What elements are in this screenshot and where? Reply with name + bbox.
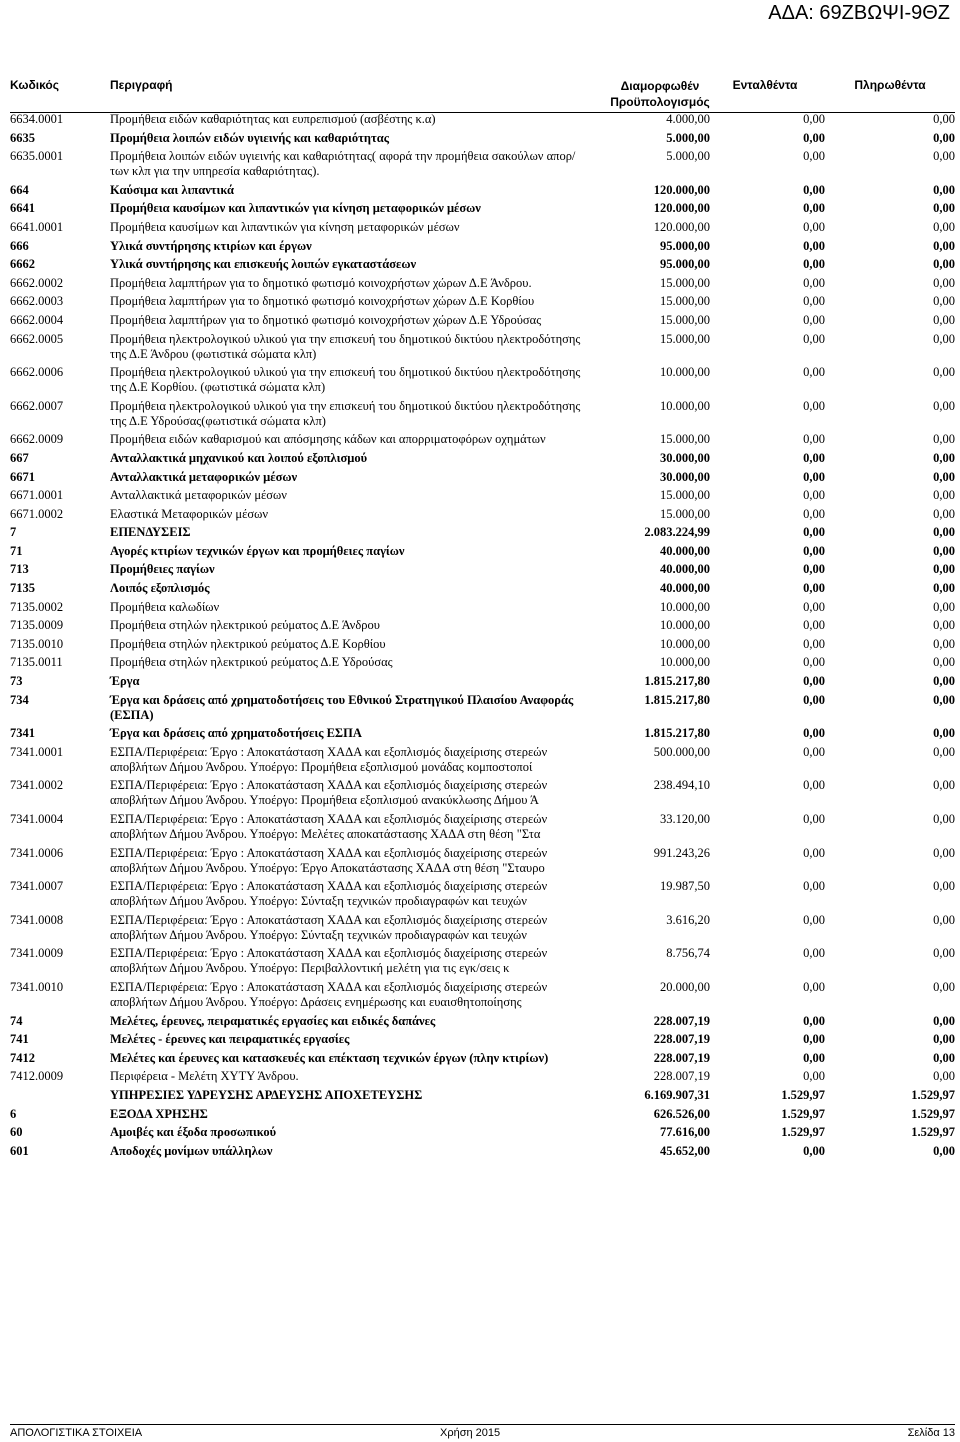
row-certified: 0,00 <box>803 599 825 614</box>
table-row <box>10 112 955 127</box>
row-description: ΕΣΠΑ/Περιφέρεια: Έργο : Αποκατάσταση ΧΑΔΑ και εξοπλισμός διαχείρισης στερεών αποβλήτων Δήμου Άνδρου. Υποέργο: Προμήθεια εξοπλισμού ανακύκλωσης Δήμου Ά <box>110 778 548 808</box>
row-paid: 0,00 <box>933 1069 955 1084</box>
row-code: 7341.0007 <box>10 879 64 894</box>
row-certified: 0,00 <box>803 275 825 290</box>
table-row <box>10 432 955 447</box>
table-row <box>10 726 955 741</box>
row-description: Προμήθεια καυσίμων και λιπαντικών για κίνηση μεταφορικών μέσων <box>110 201 481 216</box>
table-row <box>10 778 955 808</box>
table-row <box>10 1144 955 1159</box>
row-description: Αγορές κτιρίων τεχνικών έργων και προμήθειες παγίων <box>110 543 405 558</box>
row-description: Προμήθεια ηλεκτρολογικού υλικού για την επισκευή του δημοτικού δικτύου ηλεκτροδότησης της Δ.Ε Κορθίου. (φωτιστικά σώματα κλπ) <box>110 365 581 395</box>
row-paid: 0,00 <box>933 525 955 540</box>
row-paid: 0,00 <box>933 1050 955 1065</box>
row-budget: 120.000,00 <box>653 219 710 234</box>
row-code: 7135.0011 <box>10 655 63 670</box>
table-row <box>10 581 955 596</box>
row-certified: 0,00 <box>803 450 825 465</box>
row-description: Προμήθεια στηλών ηλεκτρικού ρεύματος Δ.Ε Άνδρου <box>110 618 380 633</box>
row-budget: 238.494,10 <box>653 778 710 793</box>
row-budget: 10.000,00 <box>660 655 710 670</box>
row-budget: 15.000,00 <box>660 488 710 503</box>
table-row <box>10 674 955 689</box>
row-description: Έργα και δράσεις από χρηματοδοτήσεις του Εθνικού Στρατηγικού Πλαισίου Αναφοράς (ΕΣΠΑ) <box>110 692 574 722</box>
row-code: 666 <box>10 238 29 253</box>
row-code: 7 <box>10 525 17 540</box>
row-description: Αμοιβές και έξοδα προσωπικού <box>110 1125 277 1140</box>
row-paid: 0,00 <box>933 294 955 309</box>
row-budget: 30.000,00 <box>660 469 710 484</box>
table-row <box>10 525 955 540</box>
row-certified: 0,00 <box>803 1050 825 1065</box>
row-paid: 0,00 <box>933 257 955 272</box>
row-paid: 1.529,97 <box>911 1106 955 1121</box>
row-description: Προμήθεια ειδών καθαρισμού και απόσμησης κάδων και απορριματοφόρων οχημάτων <box>110 432 546 447</box>
row-budget: 8.756,74 <box>666 946 710 961</box>
row-description: Υλικά συντήρησης κτιρίων και έργων <box>110 238 312 253</box>
row-code: 7135.0010 <box>10 636 64 651</box>
row-budget: 15.000,00 <box>660 331 710 346</box>
table-row <box>10 488 955 503</box>
table-row <box>10 618 955 633</box>
row-budget: 15.000,00 <box>660 275 710 290</box>
row-budget: 10.000,00 <box>660 599 710 614</box>
row-budget: 120.000,00 <box>653 182 710 197</box>
row-budget: 5.000,00 <box>666 130 710 145</box>
row-paid: 0,00 <box>933 1013 955 1028</box>
page-footer <box>10 1424 955 1439</box>
row-paid: 0,00 <box>933 506 955 521</box>
row-budget: 228.007,19 <box>653 1013 710 1028</box>
row-paid: 0,00 <box>933 469 955 484</box>
row-paid: 0,00 <box>933 912 955 927</box>
row-paid: 0,00 <box>933 149 955 164</box>
table-row <box>10 946 955 976</box>
row-paid: 0,00 <box>933 398 955 413</box>
row-budget: 77.616,00 <box>660 1125 710 1140</box>
row-paid: 0,00 <box>933 845 955 860</box>
row-description: Προμήθεια λοιπών ειδών υγιεινής και καθαριότητας <box>110 130 390 145</box>
table-row <box>10 812 955 842</box>
row-description: ΕΣΠΑ/Περιφέρεια: Έργο : Αποκατάσταση ΧΑΔΑ και εξοπλισμός διαχείρισης στερεών αποβλήτων Δήμου Άνδρου. Υποέργο: Έργο Αποκατάστασης ΧΑΔΑ στη θέση "Σταυρο <box>110 845 548 875</box>
row-code: 6662.0009 <box>10 432 64 447</box>
row-paid: 0,00 <box>933 562 955 577</box>
row-budget: 30.000,00 <box>660 450 710 465</box>
row-code: 7341.0001 <box>10 744 64 759</box>
row-budget: 15.000,00 <box>660 294 710 309</box>
table-row <box>10 655 955 670</box>
row-certified: 0,00 <box>803 655 825 670</box>
table-row <box>10 201 955 216</box>
row-description: ΕΣΠΑ/Περιφέρεια: Έργο : Αποκατάσταση ΧΑΔΑ και εξοπλισμός διαχείρισης στερεών αποβλήτων Δήμου Άνδρου. Υποέργο: Προμήθεια εξοπλισμού μονάδας κομποστοποί <box>110 744 548 774</box>
row-code: 60 <box>10 1125 23 1140</box>
row-code: 741 <box>10 1032 29 1047</box>
row-budget: 33.120,00 <box>660 812 710 826</box>
row-code: 6662.0003 <box>10 294 64 309</box>
row-code: 7341 <box>10 726 35 741</box>
row-certified: 0,00 <box>803 543 825 558</box>
row-paid: 0,00 <box>933 618 955 633</box>
row-certified: 0,00 <box>803 674 825 689</box>
row-paid: 0,00 <box>933 812 955 826</box>
row-description: Προμήθεια ηλεκτρολογικού υλικού για την επισκευή του δημοτικού δικτύου ηλεκτροδότησης της Δ.Ε Άνδρου (φωτιστικά σώματα κλπ) <box>110 331 581 361</box>
row-paid: 0,00 <box>933 365 955 380</box>
row-code: 7341.0009 <box>10 946 64 961</box>
row-budget: 10.000,00 <box>660 365 710 380</box>
table-row <box>10 131 955 146</box>
row-code: 6671 <box>10 469 35 484</box>
row-code: 713 <box>10 562 29 577</box>
row-budget: 228.007,19 <box>653 1032 710 1047</box>
row-description: Αποδοχές μονίμων υπάλληλων <box>110 1143 273 1158</box>
header-budget: Διαμορφωθέν Προϋπολογισμός <box>610 79 710 109</box>
row-paid: 0,00 <box>933 312 955 327</box>
row-certified: 0,00 <box>803 1013 825 1028</box>
table-row <box>10 183 955 198</box>
row-budget: 15.000,00 <box>660 432 710 447</box>
row-code: 7412.0009 <box>10 1069 64 1084</box>
row-description: Προμήθεια λαμπτήρων για το δημοτικό φωτισμό κοινοχρήστων χώρων Δ.Ε Υδρούσας <box>110 312 542 327</box>
row-code: 7135 <box>10 581 35 596</box>
row-certified: 1.529,97 <box>781 1125 825 1140</box>
row-description: ΕΣΠΑ/Περιφέρεια: Έργο : Αποκατάσταση ΧΑΔΑ και εξοπλισμός διαχείρισης στερεών αποβλήτων Δήμου Άνδρου. Υποέργο: Σύνταξη τεχνικών προδιαγραφών και τευχών <box>110 879 548 909</box>
row-description: Λοιπός εξοπλισμός <box>110 581 210 596</box>
row-paid: 0,00 <box>933 581 955 596</box>
row-certified: 1.529,97 <box>781 1087 825 1102</box>
row-certified: 0,00 <box>803 219 825 234</box>
row-paid: 0,00 <box>933 599 955 614</box>
table-row <box>10 1125 955 1140</box>
row-paid: 0,00 <box>933 488 955 503</box>
table-row <box>10 562 955 577</box>
row-code: 6662.0006 <box>10 365 64 380</box>
row-description: Περιφέρεια - Μελέτη ΧΥΤΥ Άνδρου. <box>110 1069 299 1084</box>
row-budget: 1.815.217,80 <box>644 692 710 707</box>
table-row <box>10 600 955 615</box>
row-code: 6 <box>10 1106 17 1121</box>
row-code: 667 <box>10 450 29 465</box>
table-row <box>10 451 955 466</box>
table-row <box>10 1032 955 1047</box>
row-code: 6671.0001 <box>10 488 64 503</box>
row-description: Προμήθεια λαμπτήρων για το δημοτικό φωτισμό κοινοχρήστων χώρων Δ.Ε Κορθίου <box>110 294 535 309</box>
row-certified: 0,00 <box>803 692 825 707</box>
row-certified: 0,00 <box>803 488 825 503</box>
row-certified: 0,00 <box>803 149 825 164</box>
table-row <box>10 1014 955 1029</box>
row-certified: 0,00 <box>803 946 825 961</box>
row-certified: 0,00 <box>803 506 825 521</box>
row-code: 734 <box>10 692 29 707</box>
row-code: 6662.0007 <box>10 398 64 413</box>
table-row <box>10 879 955 909</box>
table-row <box>10 399 955 429</box>
row-description: ΕΣΠΑ/Περιφέρεια: Έργο : Αποκατάσταση ΧΑΔΑ και εξοπλισμός διαχείρισης στερεών αποβλήτων Δήμου Άνδρου. Υποέργο: Περιβαλλοντική μελέτη για τις εγκ/σεις κ <box>110 946 548 976</box>
row-description: Μελέτες και έρευνες και κατασκευές και επέκταση τεχνικών έργων (πλην κτιρίων) <box>110 1050 549 1065</box>
row-certified: 0,00 <box>803 182 825 197</box>
row-code: 74 <box>10 1013 23 1028</box>
row-budget: 120.000,00 <box>653 201 710 216</box>
row-paid: 0,00 <box>933 692 955 707</box>
row-description: Έργα <box>110 674 140 689</box>
row-certified: 0,00 <box>803 812 825 826</box>
row-description: Ανταλλακτικά μηχανικού και λοιπού εξοπλισμού <box>110 450 368 465</box>
row-description: ΕΞΟΔΑ ΧΡΗΣΗΣ <box>110 1106 208 1121</box>
table-row <box>10 313 955 328</box>
row-paid: 0,00 <box>933 636 955 651</box>
row-certified: 0,00 <box>803 257 825 272</box>
row-paid: 0,00 <box>933 219 955 234</box>
table-row <box>10 693 955 723</box>
row-certified: 0,00 <box>803 432 825 447</box>
table-body <box>10 112 955 1162</box>
row-description: Προμήθειες παγίων <box>110 562 215 577</box>
row-code: 7412 <box>10 1050 35 1065</box>
row-certified: 0,00 <box>803 469 825 484</box>
row-code: 7341.0010 <box>10 979 64 994</box>
table-row <box>10 470 955 485</box>
row-description: Μελέτες - έρευνες και πειραματικές εργασίες <box>110 1032 350 1047</box>
row-description: Ανταλλακτικά μεταφορικών μέσων <box>110 469 298 484</box>
footer-year: Χρήση 2015 <box>440 1427 501 1439</box>
footer-title: ΑΠΟΛΟΓΙΣΤΙΚΑ ΣΤΟΙΧΕΙΑ <box>10 1427 143 1439</box>
row-paid: 0,00 <box>933 432 955 447</box>
row-paid: 0,00 <box>933 1032 955 1047</box>
row-code: 6635.0001 <box>10 149 64 164</box>
row-certified: 0,00 <box>803 1069 825 1084</box>
row-budget: 2.083.224,99 <box>644 525 710 540</box>
row-paid: 0,00 <box>933 744 955 759</box>
row-code: 7341.0004 <box>10 812 64 826</box>
row-certified: 0,00 <box>803 778 825 793</box>
row-budget: 626.526,00 <box>653 1106 710 1121</box>
row-budget: 6.169.907,31 <box>644 1087 710 1102</box>
row-code: 6662.0002 <box>10 275 64 290</box>
row-paid: 0,00 <box>933 130 955 145</box>
row-certified: 0,00 <box>803 1143 825 1158</box>
table-row <box>10 149 955 179</box>
row-code: 7135.0002 <box>10 599 64 614</box>
row-certified: 0,00 <box>803 331 825 346</box>
row-certified: 0,00 <box>803 581 825 596</box>
row-certified: 0,00 <box>803 112 825 126</box>
table-row <box>10 980 955 1010</box>
row-budget: 228.007,19 <box>653 1069 710 1084</box>
row-certified: 0,00 <box>803 636 825 651</box>
row-code: 6634.0001 <box>10 112 64 126</box>
row-budget: 5.000,00 <box>666 149 710 164</box>
row-paid: 1.529,97 <box>911 1087 955 1102</box>
row-code: 6635 <box>10 130 35 145</box>
row-description: Προμήθεια λοιπών ειδών υγιεινής και καθαριότητας( αφορά την προμήθεια σακούλων απορ/των κλπ για την υπηρεσία καθαριότητας). <box>110 149 576 179</box>
table-row <box>10 745 955 775</box>
row-description: ΥΠΗΡΕΣΙΕΣ ΥΔΡΕΥΣΗΣ ΑΡΔΕΥΣΗΣ ΑΠΟΧΕΤΕΥΣΗΣ <box>110 1087 423 1102</box>
row-budget: 991.243,26 <box>653 845 710 860</box>
row-certified: 0,00 <box>803 562 825 577</box>
row-certified: 0,00 <box>803 979 825 994</box>
row-code: 7341.0008 <box>10 912 64 927</box>
row-paid: 0,00 <box>933 655 955 670</box>
row-certified: 0,00 <box>803 201 825 216</box>
row-certified: 0,00 <box>803 744 825 759</box>
row-description: ΕΣΠΑ/Περιφέρεια: Έργο : Αποκατάσταση ΧΑΔΑ και εξοπλισμός διαχείρισης στερεών αποβλήτων Δήμου Άνδρου. Υποέργο: Σύνταξη τεχνικών προδιαγραφών και τευχών <box>110 912 548 942</box>
row-description: ΕΣΠΑ/Περιφέρεια: Έργο : Αποκατάσταση ΧΑΔΑ και εξοπλισμός διαχείρισης στερεών αποβλήτων Δήμου Άνδρου. Υποέργο: Μελέτες αποκατάστασης ΧΑΔΑ στη θέση "Στα <box>110 812 548 841</box>
row-certified: 0,00 <box>803 365 825 380</box>
row-code: 6662 <box>10 257 35 272</box>
row-description: Προμήθεια ηλεκτρολογικού υλικού για την επισκευή του δημοτικού δικτύου ηλεκτροδότησης της Δ.Ε Υδρούσας(φωτιστικά σώματα κλπ) <box>110 398 581 428</box>
row-certified: 0,00 <box>803 398 825 413</box>
table-row <box>10 846 955 876</box>
row-certified: 0,00 <box>803 879 825 894</box>
row-paid: 0,00 <box>933 112 955 126</box>
table-row <box>10 913 955 943</box>
row-certified: 0,00 <box>803 312 825 327</box>
row-certified: 0,00 <box>803 1032 825 1047</box>
row-description: ΕΣΠΑ/Περιφέρεια: Έργο : Αποκατάσταση ΧΑΔΑ και εξοπλισμός διαχείρισης στερεών αποβλήτων Δήμου Άνδρου. Υποέργο: Δράσεις ενημέρωσης και ευαισθητοποίησης <box>110 979 548 1009</box>
row-certified: 0,00 <box>803 525 825 540</box>
header-description: Περιγραφή <box>110 78 173 92</box>
row-description: ΕΠΕΝΔΥΣΕΙΣ <box>110 525 191 540</box>
row-budget: 40.000,00 <box>660 581 710 596</box>
row-budget: 10.000,00 <box>660 398 710 413</box>
table-row <box>10 507 955 522</box>
row-budget: 95.000,00 <box>660 257 710 272</box>
row-budget: 19.987,50 <box>660 879 710 894</box>
table-row <box>10 1069 955 1084</box>
table-row <box>10 1088 955 1103</box>
row-paid: 0,00 <box>933 979 955 994</box>
row-budget: 1.815.217,80 <box>644 674 710 689</box>
row-certified: 0,00 <box>803 912 825 927</box>
table-row <box>10 1107 955 1122</box>
row-paid: 0,00 <box>933 879 955 894</box>
row-description: Ανταλλακτικά μεταφορικών μέσων <box>110 488 287 503</box>
row-description: Μελέτες, έρευνες, πειραματικές εργασίες και ειδικές δαπάνες <box>110 1013 436 1028</box>
row-budget: 95.000,00 <box>660 238 710 253</box>
row-budget: 3.616,20 <box>666 912 710 927</box>
row-code: 6641 <box>10 201 35 216</box>
row-code: 6641.0001 <box>10 219 64 234</box>
row-budget: 1.815.217,80 <box>644 726 710 741</box>
table-row <box>10 332 955 362</box>
row-code: 7341.0006 <box>10 845 64 860</box>
row-budget: 45.652,00 <box>660 1143 710 1158</box>
row-paid: 1.529,97 <box>911 1125 955 1140</box>
ada-code: ΑΔΑ: 69ΖΒΩΨΙ-9ΘΖ <box>768 2 950 24</box>
table-row <box>10 1051 955 1066</box>
row-code: 7135.0009 <box>10 618 64 633</box>
row-budget: 228.007,19 <box>653 1050 710 1065</box>
row-certified: 0,00 <box>803 845 825 860</box>
header-paid: Πληρωθέντα <box>854 78 926 92</box>
row-budget: 500.000,00 <box>653 744 710 759</box>
row-certified: 0,00 <box>803 618 825 633</box>
row-code: 6662.0005 <box>10 331 64 346</box>
table-row <box>10 257 955 272</box>
row-description: Καύσιμα και λιπαντικά <box>110 182 234 197</box>
row-description: Ελαστικά Μεταφορικών μέσων <box>110 506 268 521</box>
header-code: Κωδικός <box>10 78 60 92</box>
table-row <box>10 239 955 254</box>
row-description: Έργα και δράσεις από χρηματοδοτήσεις ΕΣΠΑ <box>110 726 362 741</box>
row-paid: 0,00 <box>933 674 955 689</box>
row-paid: 0,00 <box>933 201 955 216</box>
row-paid: 0,00 <box>933 182 955 197</box>
row-description: Προμήθεια στηλών ηλεκτρικού ρεύματος Δ.Ε Κορθίου <box>110 636 386 651</box>
row-paid: 0,00 <box>933 543 955 558</box>
row-code: 7341.0002 <box>10 778 64 793</box>
row-description: Προμήθεια ειδών καθαριότητας και ευπρεπισμού (ασβέστης κ.α) <box>110 112 436 126</box>
table-row <box>10 276 955 291</box>
row-certified: 0,00 <box>803 726 825 741</box>
row-description: Προμήθεια στηλών ηλεκτρικού ρεύματος Δ.Ε Υδρούσας <box>110 655 393 670</box>
row-paid: 0,00 <box>933 726 955 741</box>
row-code: 6662.0004 <box>10 312 64 327</box>
footer-page: Σελίδα 13 <box>907 1427 955 1439</box>
row-code: 71 <box>10 543 23 558</box>
row-paid: 0,00 <box>933 450 955 465</box>
header-certified: Ενταλθέντα <box>732 78 798 92</box>
table-row <box>10 220 955 235</box>
table-row <box>10 544 955 559</box>
row-description: Υλικά συντήρησης και επισκευής λοιπών εγκαταστάσεων <box>110 257 417 272</box>
row-budget: 20.000,00 <box>660 979 710 994</box>
row-paid: 0,00 <box>933 778 955 793</box>
row-budget: 10.000,00 <box>660 636 710 651</box>
table-header <box>10 76 955 113</box>
table-row <box>10 294 955 309</box>
row-paid: 0,00 <box>933 1143 955 1158</box>
row-description: Προμήθεια καλωδίων <box>110 599 220 614</box>
row-certified: 0,00 <box>803 294 825 309</box>
row-budget: 15.000,00 <box>660 312 710 327</box>
row-code: 601 <box>10 1143 29 1158</box>
table-row <box>10 637 955 652</box>
row-certified: 0,00 <box>803 238 825 253</box>
row-budget: 15.000,00 <box>660 506 710 521</box>
row-code: 664 <box>10 182 29 197</box>
row-code: 6671.0002 <box>10 506 64 521</box>
row-paid: 0,00 <box>933 238 955 253</box>
table-row <box>10 365 955 395</box>
row-budget: 4.000,00 <box>666 112 710 126</box>
row-paid: 0,00 <box>933 275 955 290</box>
row-budget: 10.000,00 <box>660 618 710 633</box>
row-paid: 0,00 <box>933 946 955 961</box>
row-certified: 1.529,97 <box>781 1106 825 1121</box>
row-certified: 0,00 <box>803 130 825 145</box>
row-description: Προμήθεια λαμπτήρων για το δημοτικό φωτισμό κοινοχρήστων χώρων Δ.Ε Άνδρου. <box>110 275 532 290</box>
row-budget: 40.000,00 <box>660 543 710 558</box>
row-description: Προμήθεια καυσίμων και λιπαντικών για κίνηση μεταφορικών μέσων <box>110 219 460 234</box>
row-budget: 40.000,00 <box>660 562 710 577</box>
row-code: 73 <box>10 674 23 689</box>
row-paid: 0,00 <box>933 331 955 346</box>
